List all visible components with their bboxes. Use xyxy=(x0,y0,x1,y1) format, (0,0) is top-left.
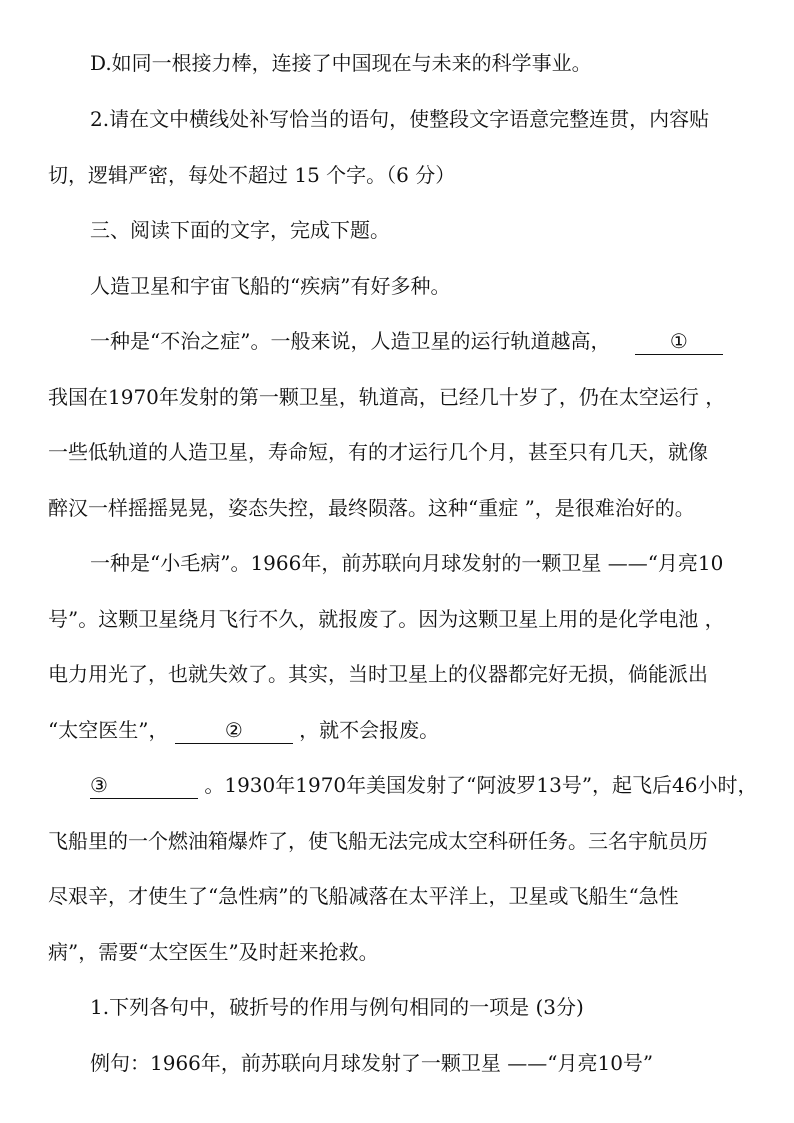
paragraph-4-line-1 xyxy=(90,772,758,799)
paragraph-2-line-1 xyxy=(90,328,723,355)
paragraph-4-line-1-after: 。1930年1970年美国发射了“阿波罗13号”，起飞后46小时， xyxy=(204,773,758,797)
paragraph-4-line-3: 尽艰辛，才使生了“急性病”的飞船减落在太平洋上，卫星或飞船生“急性 xyxy=(48,884,679,908)
paragraph-3-line-4-before: “太空医生”， xyxy=(48,718,169,742)
question-2-line-2: 切，逻辑严密，每处不超过 15 个字。（6 分） xyxy=(48,163,456,187)
option-d: D.如同一根接力棒，连接了中国现在与未来的科学事业。 xyxy=(90,51,592,75)
paragraph-3-line-4 xyxy=(48,717,439,744)
paragraph-2-line-2: 我国在1970年发射的第一颗卫星，轨道高，已经几十岁了，仍在太空运行 ， xyxy=(48,385,726,409)
paragraph-3-line-3: 电力用光了，也就失效了。其实，当时卫星上的仪器都完好无损，倘能派出 xyxy=(48,662,708,686)
example-sentence: 例句：1966年，前苏联向月球发射了一颗卫星 ——“月亮10号” xyxy=(90,1051,654,1075)
paragraph-3-line-2: 号”。这颗卫星绕月飞行不久，就报废了。因为这颗卫星上用的是化学电池 ， xyxy=(48,607,725,631)
paragraph-4-line-2: 飞船里的一个燃油箱爆炸了，使飞船无法完成太空科研任务。三名宇航员历 xyxy=(48,829,708,853)
question-1: 1.下列各句中，破折号的作用与例句相同的一项是 (3分) xyxy=(90,995,584,1019)
paragraph-3-line-4-after: ，就不会报废。 xyxy=(299,718,440,742)
paragraph-2-line-1-text: 一种是“不治之症”。一般来说，人造卫星的运行轨道越高， xyxy=(90,329,611,353)
paragraph-2-line-4: 醉汉一样摇摇晃晃，姿态失控，最终陨落。这种“重症 ”，是很难治好的。 xyxy=(48,496,695,520)
blank-3: ③ xyxy=(90,774,198,799)
paragraph-1: 人造卫星和宇宙飞船的“疾病”有好多种。 xyxy=(90,274,451,298)
blank-2: ② xyxy=(175,719,293,744)
paragraph-4-line-4: 病”，需要“太空医生”及时赶来抢救。 xyxy=(48,940,379,964)
section-3-heading: 三、阅读下面的文字，完成下题。 xyxy=(90,218,390,242)
blank-1: ① xyxy=(635,330,723,355)
paragraph-2-line-3: 一些低轨道的人造卫星，寿命短，有的才运行几个月，甚至只有几天，就像 xyxy=(48,440,708,464)
paragraph-3-line-1: 一种是“小毛病”。1966年，前苏联向月球发射的一颗卫星 ——“月亮10 xyxy=(90,551,724,575)
question-2-line-1: 2.请在文中横线处补写恰当的语句，使整段文字语意完整连贯，内容贴 xyxy=(90,107,710,131)
